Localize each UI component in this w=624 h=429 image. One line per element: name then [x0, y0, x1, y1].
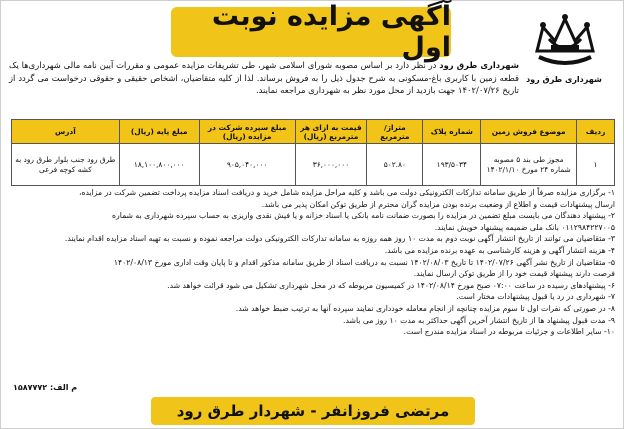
cell-area: ۵۰۲.۸۰: [367, 144, 423, 186]
condition-item: ۶- پیشنهادهای رسیده در ساعت ۰۷:۰۰ صبح مورخ ۱۴۰۲/۰۸/۱۴ در کمیسیون مربوطه که در محل شهرداری تشکیل می شود قرائت خواهد شد.: [167, 280, 615, 290]
condition-item: ۸- در صورتی که نفرات اول تا سوم مزایده چنانچه از انجام معامله خودداری نمایند سپرده آنها به ترتیب ضبط خواهد شد.: [235, 303, 615, 313]
intro-text: در نظر دارد بر اساس مصوبه شورای اسلامی شهر، طی تشریفات مزایده عمومی و مقررات آیین نامه مالی شهرداری‌ها یک قطعه زمین با کاربری باغ-مسکونی به شرح جدول ذیل را به فروش برساند. لذا از کلیه متقاضیان، اشخاص حقیقی و حقوقی درخواست می گردد از تاریخ ۱۴۰۲/۰۷/۲۶ جهت بازدید از محل مورد نظر به شهرداری مراجعه نمایند.: [9, 60, 519, 95]
cell-price-per-meter: ۳۶,۰۰۰,۰۰۰: [295, 144, 367, 186]
col-header-row-number: ردیف: [577, 120, 615, 144]
land-table: [11, 119, 615, 186]
cell-deposit: ۹۰۵,۰۴۰,۰۰۰: [199, 144, 295, 186]
col-header-area: متراژ/مترمربع: [367, 120, 423, 144]
col-header-deposit: مبلغ سپرده شرکت در مزایده (ریال): [199, 120, 295, 144]
cell-plaque: ۱۹۳/۵۰۳۴: [423, 144, 481, 186]
ad-number: م الف: ۱۵۸۷۷۷۲: [13, 383, 78, 392]
condition-item: ارسال پیشنهادات قیمت و اطلاع از وضعیت برنده بودن مزایده گران محترم از طریق توکن امکان پذیر می باشد.: [261, 199, 615, 209]
cell-base-price: ۱۸,۱۰۰,۸۰۰,۰۰۰: [119, 144, 199, 186]
logo-caption: شهرداری طرق رود: [526, 75, 602, 84]
conditions-list: [9, 187, 615, 338]
intro-lead: شهرداری طرق رود: [439, 60, 519, 70]
condition-item: ۱۰- سایر اطلاعات و جزئیات مربوطه در اسناد مزایده مندرج است.: [403, 327, 615, 337]
condition-item: ۹- مدت قبول پیشنهاد ها از تاریخ انتشار آخرین آگهی حداکثر به مدت ۱۰ روز می باشد.: [343, 315, 615, 325]
col-header-plaque: شماره پلاک: [423, 120, 481, 144]
condition-item: ۴- هزینه انتشار آگهی و هزینه کارشناسی به عهده برنده مزایده می باشد.: [384, 245, 615, 255]
condition-item: ۱- برگزاری مزایده صرفاً از طریق سامانه تدارکات الکترونیکی دولت می باشد و کلیه مراحل مزایده شامل خرید و دریافت اسناد مزایده پرداخت تضمین شرکت در مزایده،: [78, 188, 615, 197]
col-header-base-price: مبلغ پایه (ریال): [119, 120, 199, 144]
intro-paragraph: [9, 59, 519, 97]
cell-address: طرق رود جنب بلوار طرق رود به کشه کوچه فرعی: [12, 144, 120, 186]
table-header-row: [12, 120, 615, 144]
condition-item: ۲- پیشنهاد دهندگان می بایست مبلغ تضمین در مزایده را بصورت ضمانت نامه بانکی یا اسناد خزانه و یا فیش نقدی واریزی به حساب سپرده شهرداری به شماره: [112, 211, 615, 221]
col-header-price-per-meter: قیمت به ازای هر مترمربع (ریال): [295, 120, 367, 144]
col-header-address: آدرس: [12, 120, 120, 144]
crown-emblem-icon: [529, 9, 601, 79]
mayor-signature: مرتضی فروزانفر - شهردار طرق رود: [151, 397, 475, 425]
table-row: [12, 144, 615, 186]
condition-item: ۰۱۱۲۹۸۴۲۲۷۰۰۵ بانک ملی ضمیمه پیشنهاد خویش نمایند.: [434, 222, 615, 232]
cell-row-number: ۱: [577, 144, 615, 186]
notice-title: آگهی مزایده نوبت اول: [171, 7, 451, 57]
condition-item: ۵- متقاضیان از تاریخ نشر آگهی ۱۴۰۲/۰۷/۲۶ تا تاریخ ۱۴۰۲/۰۸/۰۳ نسبت به دریافت اسناد از طریق سامانه مذکور اقدام و تا پایان وقت اداری مورخ ۱۴۰۲/۰۸/۱۳: [113, 257, 615, 267]
col-header-subject: موضوع فروش زمین: [481, 120, 577, 144]
condition-item: ۳- متقاضیان می توانند از تاریخ انتشار آگهی نوبت دوم به مدت ۱۰ روز همه روزه به سامانه تدارکات الکترونیکی دولت مراجعه نموده و نسبت به تهیه اسناد مزایده اقدام نمایند.: [64, 234, 615, 244]
condition-item: ۷- شهرداری در رد یا قبول پیشنهادات مختار است.: [456, 292, 615, 302]
condition-item: فرصت دارند پیشنهاد قیمت خود را از طریق توکن ارسال نمایند.: [413, 269, 615, 279]
cell-subject: مجوز طی بند ۵ مصوبه شماره ۲۴ مورخ ۱۴۰۲/۱/۱۰: [481, 144, 577, 186]
